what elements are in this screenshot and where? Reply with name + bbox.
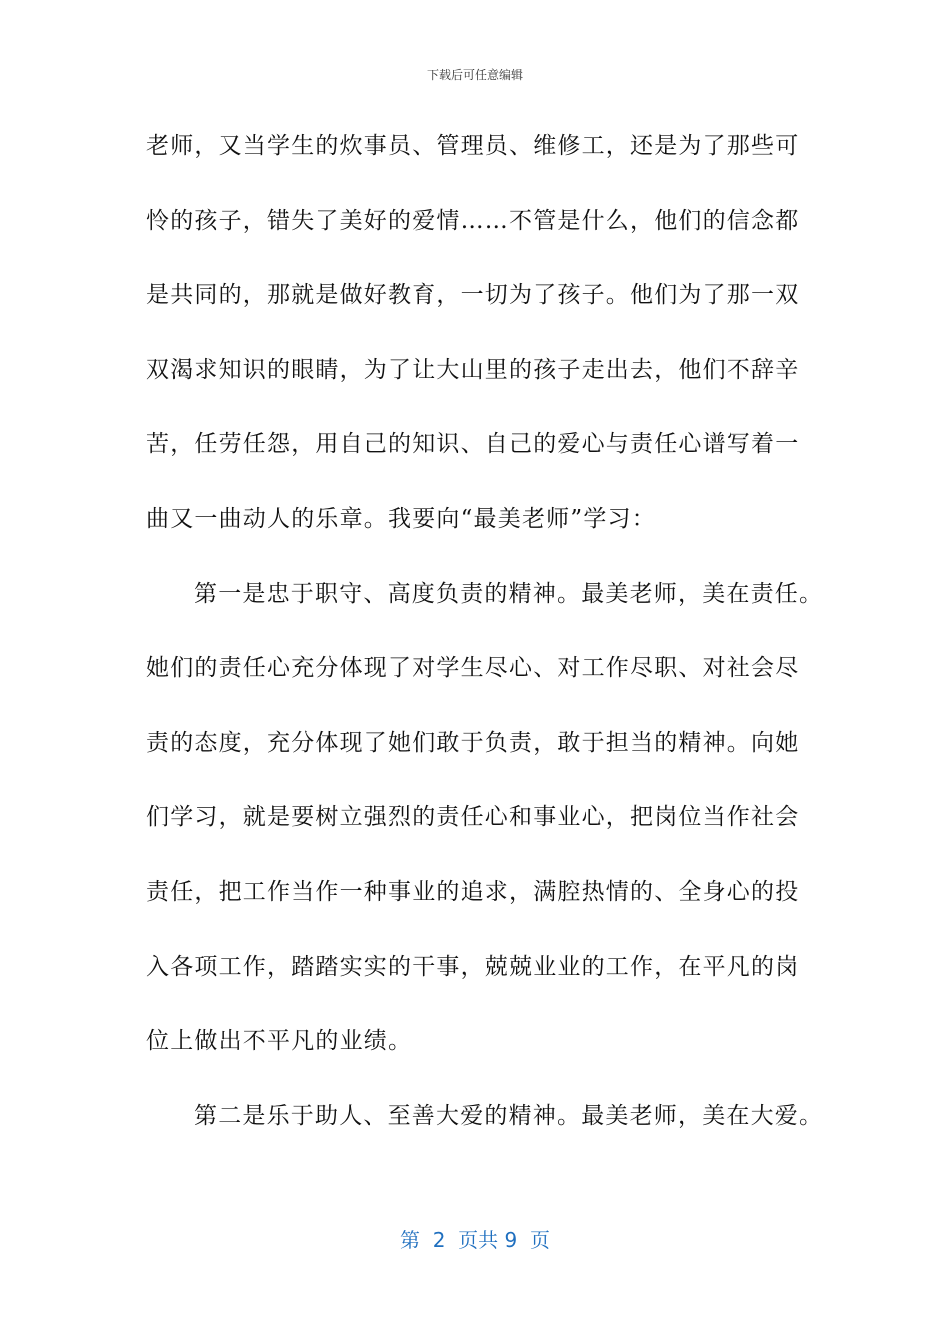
header-note: 下载后可任意编辑 (426, 68, 523, 82)
text-line: 她们的责任心充分体现了对学生尽心、对工作尽职、对社会尽 (146, 655, 800, 682)
text-line: 双渴求知识的眼睛，为了让大山里的孩子走出去，他们不辞辛 (146, 356, 800, 383)
document-body (146, 126, 826, 1170)
page-number: 第 2 页共 9 页 (400, 1228, 550, 1252)
text-line: 老师，又当学生的炊事员、管理员、维修工，还是为了那些可 (146, 133, 800, 159)
paragraph-start-line: 第二是乐于助人、至善大爱的精神。最美老师，美在大爱。 (194, 1102, 824, 1129)
paragraph-start-line: 第一是忠于职守、高度负责的精神。最美老师，美在责任。 (194, 580, 824, 607)
text-line: 责的态度，充分体现了她们敢于负责，敢于担当的精神。向她 (146, 729, 800, 756)
text-line: 责任，把工作当作一种事业的追求，满腔热情的、全身心的投 (146, 878, 800, 905)
text-line: 怜的孩子，错失了美好的爱情……不管是什么，他们的信念都 (146, 207, 800, 234)
text-line: 是共同的，那就是做好教育，一切为了孩子。他们为了那一双 (146, 282, 800, 309)
text-line: 入各项工作，踏踏实实的干事，兢兢业业的工作，在平凡的岗 (146, 953, 800, 980)
text-line: 位上做出不平凡的业绩。 (146, 1028, 413, 1055)
text-line: 苦，任劳任怨，用自己的知识、自己的爱心与责任心谱写着一 (146, 431, 800, 458)
text-line: 们学习，就是要树立强烈的责任心和事业心，把岗位当作社会 (146, 804, 800, 831)
text-line: 曲又一曲动人的乐章。我要向“最美老师”学习： (146, 505, 656, 532)
